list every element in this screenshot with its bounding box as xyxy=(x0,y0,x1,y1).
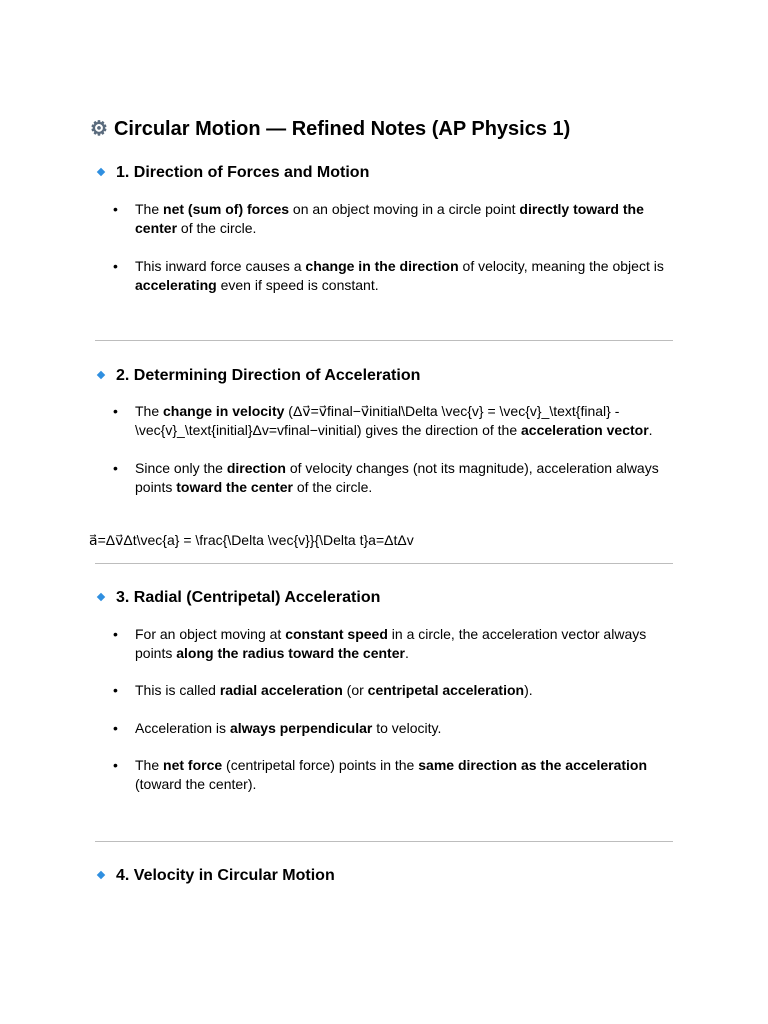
text-run: For an object moving at xyxy=(135,626,286,642)
bold-text: along the radius toward the center xyxy=(176,645,405,661)
section-divider xyxy=(95,563,673,564)
bold-text: radial acceleration xyxy=(219,682,343,698)
text-run: (or xyxy=(342,682,368,698)
diamond-bullet-icon xyxy=(97,371,105,379)
text-run: of velocity, meaning the object is xyxy=(458,258,664,274)
text-run: (toward the center). xyxy=(135,776,257,792)
list-item xyxy=(135,719,675,738)
section-heading-3 xyxy=(96,588,380,608)
page-title xyxy=(90,116,570,142)
bold-text: acceleration vector xyxy=(521,422,649,438)
bold-text: always perpendicular xyxy=(229,720,373,736)
list-item xyxy=(135,459,675,497)
section-divider xyxy=(95,340,673,341)
section-divider xyxy=(95,841,673,842)
bold-text: change in the direction xyxy=(305,258,459,274)
section-heading-text: 1. Direction of Forces and Motion xyxy=(116,164,370,181)
text-run: to velocity. xyxy=(372,720,442,736)
section-heading-text: 3. Radial (Centripetal) Acceleration xyxy=(116,589,381,606)
section-heading-4 xyxy=(96,866,335,886)
list-item xyxy=(135,257,675,295)
text-run: The xyxy=(135,757,164,773)
diamond-bullet-icon xyxy=(97,168,105,176)
bold-text: accelerating xyxy=(135,277,217,293)
section-heading-text: 2. Determining Direction of Acceleration xyxy=(116,367,421,384)
text-run: of the circle. xyxy=(292,479,373,495)
list-item xyxy=(135,756,675,794)
list-item xyxy=(135,681,675,700)
page-title-text: Circular Motion — Refined Notes (AP Physics 1) xyxy=(113,118,571,140)
list-item xyxy=(135,402,675,440)
list-item xyxy=(135,200,675,238)
bold-text: same direction as the acceleration xyxy=(418,757,648,773)
text-run: This inward force causes a xyxy=(135,258,306,274)
list-item xyxy=(135,625,675,663)
text-run: on an object moving in a circle point xyxy=(289,201,520,217)
bold-text: constant speed xyxy=(285,626,388,642)
text-run: ). xyxy=(524,682,533,698)
text-run: The xyxy=(135,403,164,419)
bold-text: net force xyxy=(163,757,223,773)
text-run: . xyxy=(404,645,409,661)
text-run: (Δv⃗=v⃗final−v⃗initial\Delta \vec{v} = \vec{v}_\text{final} - \vec{v}_\text{initial}Δv=vfinal−vinitial) gives the direction of the xyxy=(135,403,620,438)
bold-text: toward the center xyxy=(176,479,293,495)
text-run: Since only the xyxy=(135,460,227,476)
text-run: The xyxy=(135,201,164,217)
section-heading-2 xyxy=(96,366,420,386)
bold-text: net (sum of) forces xyxy=(163,201,290,217)
gear-icon: ⚙ xyxy=(90,118,108,140)
text-run: of the circle. xyxy=(177,220,257,236)
section-heading-text: 4. Velocity in Circular Motion xyxy=(116,867,335,884)
bold-text: centripetal acceleration xyxy=(367,682,525,698)
text-run: Acceleration is xyxy=(135,720,230,736)
text-run: . xyxy=(648,422,653,438)
diamond-bullet-icon xyxy=(97,593,105,601)
text-run: of velocity changes (not its magnitude), acceleration always points xyxy=(135,460,659,495)
section-heading-1 xyxy=(96,163,369,183)
acceleration-formula: a⃗=Δv⃗Δt\vec{a} = \frac{\Delta \vec{v}}{\Delta t}a=ΔtΔv xyxy=(89,532,414,548)
bold-text: directly toward the center xyxy=(135,201,644,236)
text-run: (centripetal force) points in the xyxy=(222,757,419,773)
text-run: even if speed is constant. xyxy=(216,277,379,293)
bold-text: direction xyxy=(226,460,286,476)
text-run: This is called xyxy=(135,682,220,698)
diamond-bullet-icon xyxy=(97,871,105,879)
bold-text: change in velocity xyxy=(163,403,285,419)
text-run: in a circle, the acceleration vector always points xyxy=(135,626,647,661)
